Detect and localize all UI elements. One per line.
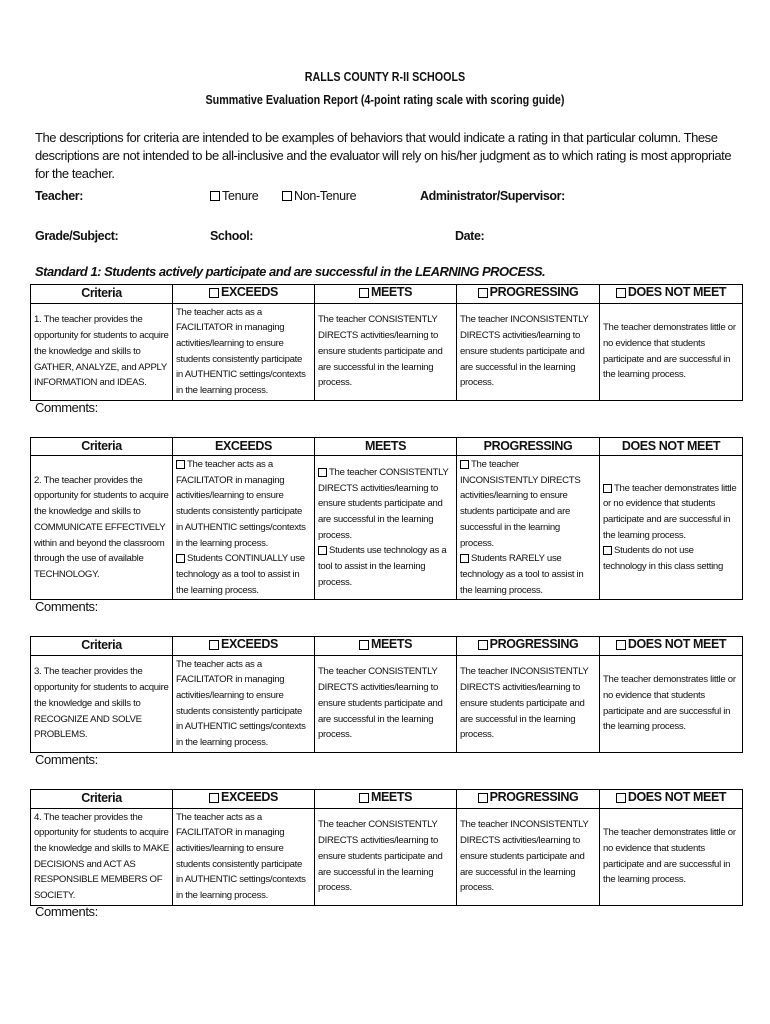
progressing-descriptor: The teacher INCONSISTENTLY DIRECTS activities/learning to ensure students participate and are successful in the learning process. — [457, 655, 600, 752]
progressing-directs-checkbox[interactable] — [460, 460, 469, 469]
school-name: RALLS COUNTY R-II SCHOOLS — [304, 70, 466, 84]
progressing-header-label: PROGRESSING — [489, 285, 579, 299]
meets-checkbox[interactable] — [359, 793, 369, 803]
comments-label: Comments: — [35, 599, 98, 614]
comments-label: Comments: — [35, 752, 98, 767]
standard-title: Standard 1: Students actively participate and are successful in the LEARNING PROCESS. — [35, 264, 546, 279]
progressing-header-label: PROGRESSING — [489, 637, 579, 651]
exceeds-header[interactable] — [173, 285, 315, 304]
exceeds-technology-text: Students CONTINUALLY use technology as a tool to assist in the learning process. — [176, 553, 305, 596]
meets-technology-checkbox[interactable] — [318, 546, 327, 555]
progressing-header-label: PROGRESSING — [489, 790, 579, 804]
meets-directs-checkbox[interactable] — [318, 468, 327, 477]
meets-header[interactable] — [315, 790, 457, 809]
does-not-meet-header: DOES NOT MEET — [600, 438, 743, 456]
administrator-label: Administrator/Supervisor: — [420, 189, 565, 203]
does-not-meet-descriptor: The teacher demonstrates little or no evidence that students participate and are successful in the learning process. — [600, 303, 743, 400]
does-not-meet-header-label: DOES NOT MEET — [627, 790, 727, 804]
meets-descriptor: The teacher CONSISTENTLY DIRECTS activities/learning to ensure students participate and are successful in the learning process. — [315, 303, 457, 400]
does-not-meet-header[interactable] — [600, 285, 743, 304]
does-not-meet-checkbox[interactable] — [616, 793, 626, 803]
intro-paragraph: The descriptions for criteria are intended to be examples of behaviors that would indicate a rating in that particular column. These descriptions are not intended to be all-inclusive and the evaluator will rely on his/her judgment as to which rating is most appropriate for the teacher. — [35, 130, 732, 181]
meets-header-label: MEETS — [370, 790, 413, 804]
exceeds-facilitator-text: The teacher acts as a FACILITATOR in managing activities/learning to ensure students consistently participate in AUTHENTIC settings/contexts in the learning process. — [176, 459, 306, 549]
report-title: Summative Evaluation Report (4-point rating scale with scoring guide) — [205, 93, 565, 107]
tenure-checkbox[interactable] — [210, 191, 220, 201]
criteria-cell: 4. The teacher provides the opportunity for students to acquire the knowledge and skills to MAKE DECISIONS and ACT AS RESPONSIBLE MEMBERS OF SOCIETY. — [31, 808, 173, 905]
exceeds-descriptor — [173, 456, 315, 600]
progressing-technology-text: Students RARELY use technology as a tool to assist in the learning process. — [460, 553, 584, 596]
progressing-directs-text: The teacher INCONSISTENTLY DIRECTS activities/learning to ensure students participate and are successful in the learning process. — [460, 459, 581, 549]
exceeds-checkbox[interactable] — [209, 793, 219, 803]
exceeds-checkbox[interactable] — [209, 640, 219, 650]
non-tenure-checkbox[interactable] — [282, 191, 292, 201]
meets-header-label: MEETS — [370, 637, 413, 651]
does-not-meet-descriptor — [600, 456, 743, 600]
rating-table-1 — [30, 284, 743, 401]
exceeds-header[interactable] — [173, 637, 315, 656]
meets-header-label: MEETS — [370, 285, 413, 299]
does-not-meet-descriptor: The teacher demonstrates little or no evidence that students participate and are successful in the learning process. — [600, 655, 743, 752]
dnm-technology-checkbox[interactable] — [603, 546, 612, 555]
meets-descriptor: The teacher CONSISTENTLY DIRECTS activities/learning to ensure students participate and are successful in the learning process. — [315, 655, 457, 752]
date-label: Date: — [455, 229, 485, 243]
does-not-meet-checkbox[interactable] — [616, 288, 626, 298]
tenure-option[interactable] — [210, 189, 258, 203]
criteria-header: Criteria — [31, 438, 173, 456]
school-label: School: — [210, 229, 254, 243]
dnm-evidence-text: The teacher demonstrates little or no evidence that students participate and are successful in the learning process. — [603, 482, 737, 541]
dnm-technology-text: Students do not use technology in this class setting — [603, 545, 723, 573]
progressing-descriptor: The teacher INCONSISTENTLY DIRECTS activities/learning to ensure students participate and are successful in the learning process. — [457, 303, 600, 400]
non-tenure-label: Non-Tenure — [294, 189, 357, 203]
meets-header[interactable] — [315, 285, 457, 304]
progressing-descriptor: The teacher INCONSISTENTLY DIRECTS activities/learning to ensure students participate and are successful in the learning process. — [457, 808, 600, 905]
meets-descriptor — [315, 456, 457, 600]
exceeds-checkbox[interactable] — [209, 288, 219, 298]
exceeds-header[interactable] — [173, 790, 315, 809]
teacher-label: Teacher: — [35, 189, 83, 203]
meets-checkbox[interactable] — [359, 288, 369, 298]
dnm-evidence-checkbox[interactable] — [603, 484, 612, 493]
meets-directs-text: The teacher CONSISTENTLY DIRECTS activities/learning to ensure students participate and are successful in the learning process. — [318, 466, 449, 541]
criteria-cell: 2. The teacher provides the opportunity for students to acquire the knowledge and skills to COMMUNICATE EFFECTIVELY within and beyond the classroom through the use of available TECHNOLOGY. — [31, 456, 173, 600]
progressing-checkbox[interactable] — [478, 288, 488, 298]
meets-header: MEETS — [315, 438, 457, 456]
exceeds-facilitator-checkbox[interactable] — [176, 460, 185, 469]
rating-table-2 — [30, 437, 743, 600]
exceeds-descriptor: The teacher acts as a FACILITATOR in managing activities/learning to ensure students consistently participate in AUTHENTIC settings/contexts in the learning process. — [173, 808, 315, 905]
rating-table-4 — [30, 789, 743, 906]
criteria-header: Criteria — [31, 285, 173, 304]
does-not-meet-header[interactable] — [600, 790, 743, 809]
meets-technology-text: Students use technology as a tool to assist in the learning process. — [318, 545, 447, 588]
exceeds-header-label: EXCEEDS — [221, 790, 278, 804]
criteria-header: Criteria — [31, 637, 173, 656]
progressing-header[interactable] — [457, 790, 600, 809]
progressing-technology-checkbox[interactable] — [460, 554, 469, 563]
comments-label: Comments: — [35, 904, 98, 919]
exceeds-descriptor: The teacher acts as a FACILITATOR in managing activities/learning to ensure students consistently participate in AUTHENTIC settings/contexts in the learning process. — [173, 655, 315, 752]
does-not-meet-header-label: DOES NOT MEET — [627, 637, 727, 651]
progressing-checkbox[interactable] — [478, 640, 488, 650]
exceeds-header-label: EXCEEDS — [221, 637, 278, 651]
criteria-cell: 3. The teacher provides the opportunity for students to acquire the knowledge and skills to RECOGNIZE AND SOLVE PROBLEMS. — [31, 655, 173, 752]
tenure-label: Tenure — [222, 189, 259, 203]
progressing-checkbox[interactable] — [478, 793, 488, 803]
progressing-header[interactable] — [457, 285, 600, 304]
criteria-header: Criteria — [31, 790, 173, 809]
exceeds-technology-checkbox[interactable] — [176, 554, 185, 563]
criteria-cell: 1. The teacher provides the opportunity for students to acquire the knowledge and skills to GATHER, ANALYZE, and APPLY INFORMATION and IDEAS. — [31, 303, 173, 400]
does-not-meet-header[interactable] — [600, 637, 743, 656]
progressing-header: PROGRESSING — [457, 438, 600, 456]
exceeds-descriptor: The teacher acts as a FACILITATOR in managing activities/learning to ensure students consistently participate in AUTHENTIC settings/contexts in the learning process. — [173, 303, 315, 400]
does-not-meet-descriptor: The teacher demonstrates little or no evidence that students participate and are successful in the learning process. — [600, 808, 743, 905]
meets-checkbox[interactable] — [359, 640, 369, 650]
exceeds-header-label: EXCEEDS — [221, 285, 278, 299]
progressing-header[interactable] — [457, 637, 600, 656]
does-not-meet-header-label: DOES NOT MEET — [627, 285, 727, 299]
meets-descriptor: The teacher CONSISTENTLY DIRECTS activities/learning to ensure students participate and are successful in the learning process. — [315, 808, 457, 905]
rating-table-3 — [30, 636, 743, 753]
meets-header[interactable] — [315, 637, 457, 656]
grade-subject-label: Grade/Subject: — [35, 229, 119, 243]
comments-label: Comments: — [35, 400, 98, 415]
non-tenure-option[interactable] — [282, 189, 356, 203]
progressing-descriptor — [457, 456, 600, 600]
exceeds-header: EXCEEDS — [173, 438, 315, 456]
does-not-meet-checkbox[interactable] — [616, 640, 626, 650]
